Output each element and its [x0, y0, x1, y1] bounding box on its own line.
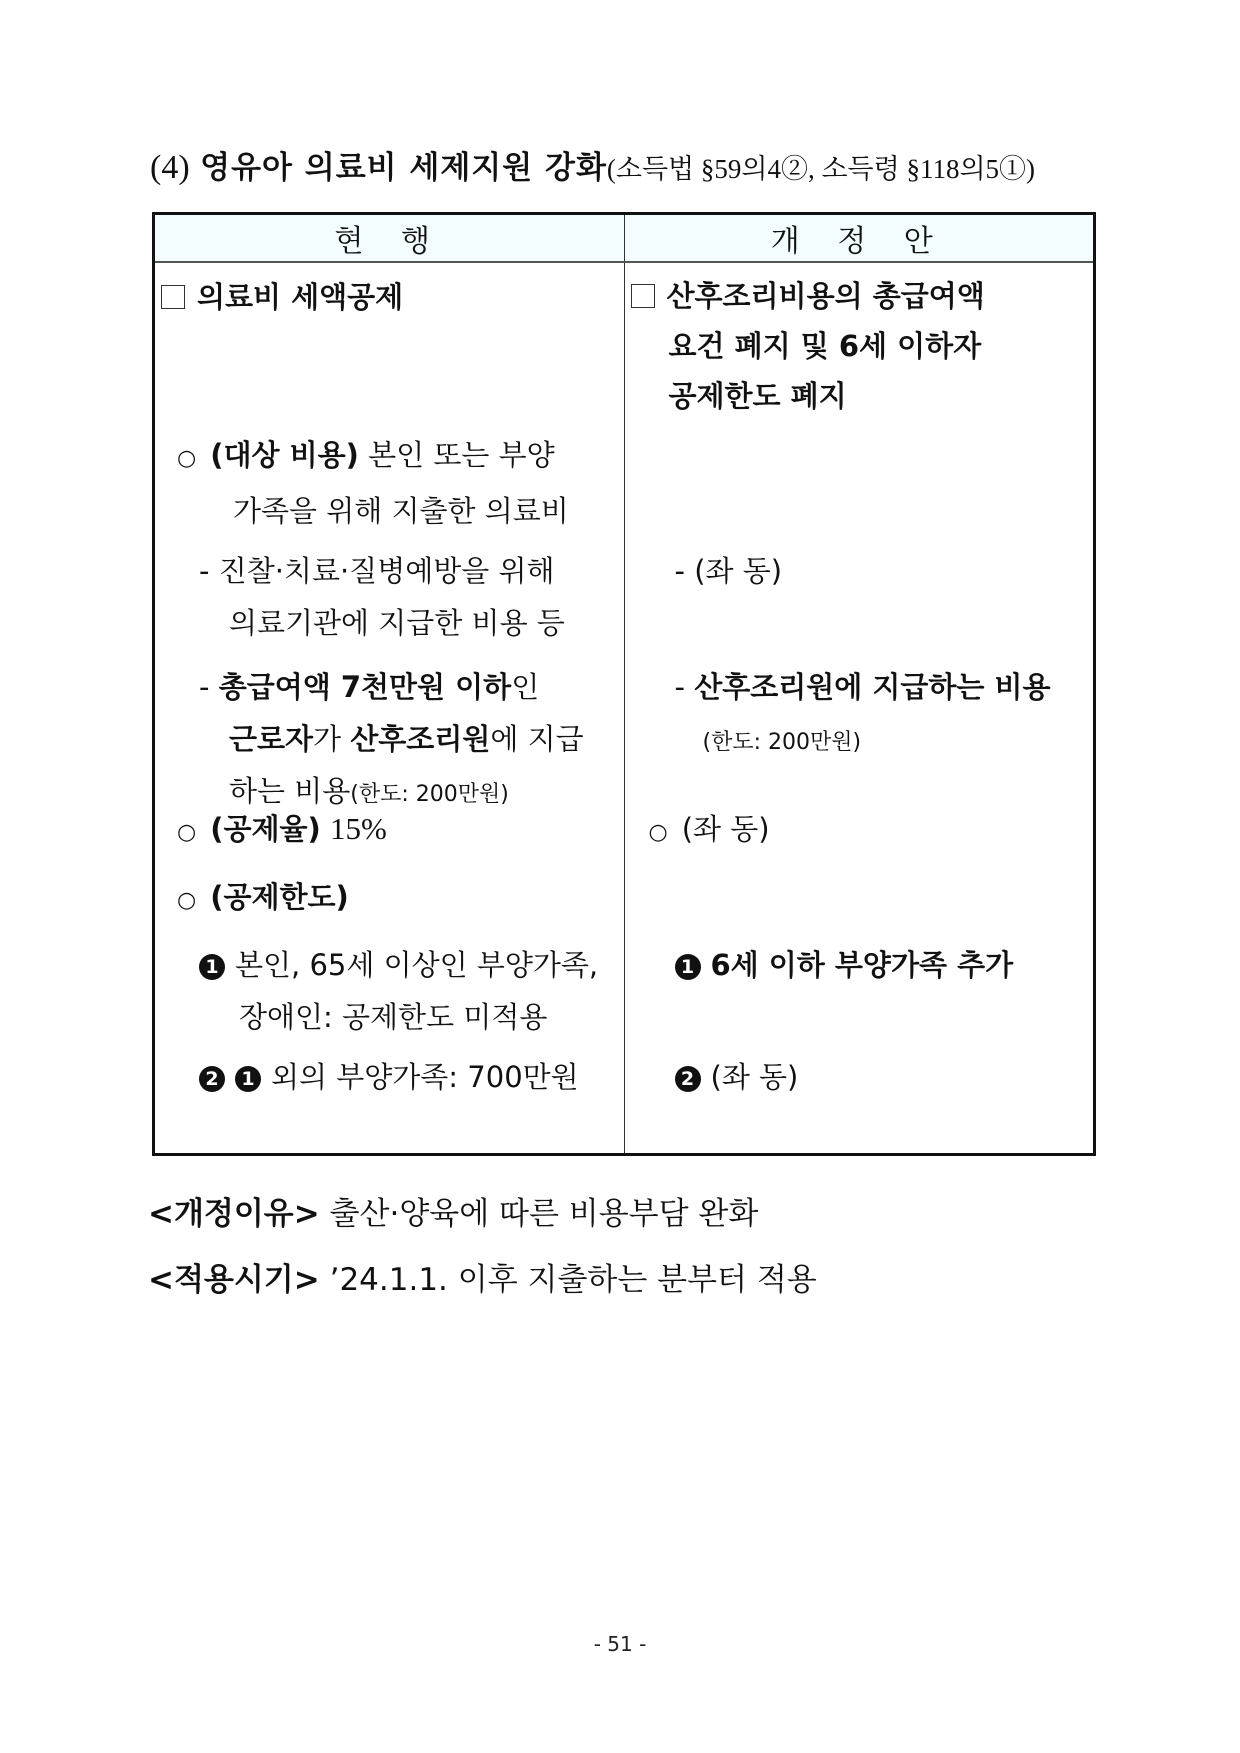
number-one-icon: 1	[235, 1066, 261, 1092]
effective-date: <적용시기> ’24.1.1. 이후 지출하는 분부터 적용	[148, 1262, 817, 1298]
current-column	[154, 262, 625, 1155]
page-number: - 51 -	[593, 1632, 647, 1656]
section-heading: 영유아 의료비 세제지원 강화	[200, 150, 607, 186]
checkbox-square-icon	[161, 285, 185, 309]
current-section: 의료비 세액공제	[161, 271, 403, 323]
dash-bullet: -	[199, 554, 210, 588]
revision-reason: <개정이유> 출산·양육에 따른 비용부담 완화	[148, 1196, 759, 1232]
target-cost: ○ (대상 비용) 본인 또는 부양 가족을 위해 지출한 의료비	[177, 438, 569, 528]
limit-item-2: 2 1 외의 부양가족: 700만원	[199, 1051, 579, 1103]
number-two-icon: 2	[199, 1066, 225, 1092]
header-proposed: 개 정 안	[624, 214, 1095, 263]
number-two-icon: 2	[675, 1066, 701, 1092]
number-one-icon: 1	[199, 954, 225, 980]
proposed-dash-1: - (좌 동)	[674, 554, 783, 588]
comparison-table	[152, 212, 1096, 1156]
dash-item-postnatal: - 총급여액 7천만원 이하인 근로자가 산후조리원에 지급 하는 비용(한도: 200만원)	[199, 670, 584, 808]
dash-item-medical: - 진찰·치료·질병예방을 위해 의료기관에 지급한 비용 등	[199, 554, 565, 640]
proposed-dash-2: - 산후조리원에 지급하는 비용 (한도: 200만원)	[674, 670, 1051, 755]
proposed-rate: ○ (좌 동)	[648, 812, 770, 846]
limit-item-1: 1 본인, 65세 이상인 부양가족, 장애인: 공제한도 미적용	[199, 939, 598, 1043]
legal-reference: (소득법 §59의4②, 소득령 §118의5①)	[606, 154, 1036, 184]
proposed-column	[624, 262, 1095, 1155]
proposed-section: 산후조리비용의 총급여액 요건 폐지 및 6세 이하자 공제한도 폐지	[631, 271, 985, 421]
checkbox-square-icon	[631, 284, 655, 308]
proposed-item-1: 1 6세 이하 부양가족 추가	[675, 939, 1014, 991]
header-current: 현 행	[154, 214, 625, 263]
deduction-limit: ○ (공제한도)	[177, 880, 349, 914]
number-one-icon: 1	[675, 954, 701, 980]
section-title	[150, 142, 1035, 187]
circle-bullet-icon: ○	[177, 446, 197, 471]
deduction-rate: ○ (공제율) 15%	[177, 811, 387, 846]
section-number: (4)	[150, 149, 190, 186]
proposed-item-2: 2 (좌 동)	[675, 1051, 799, 1103]
